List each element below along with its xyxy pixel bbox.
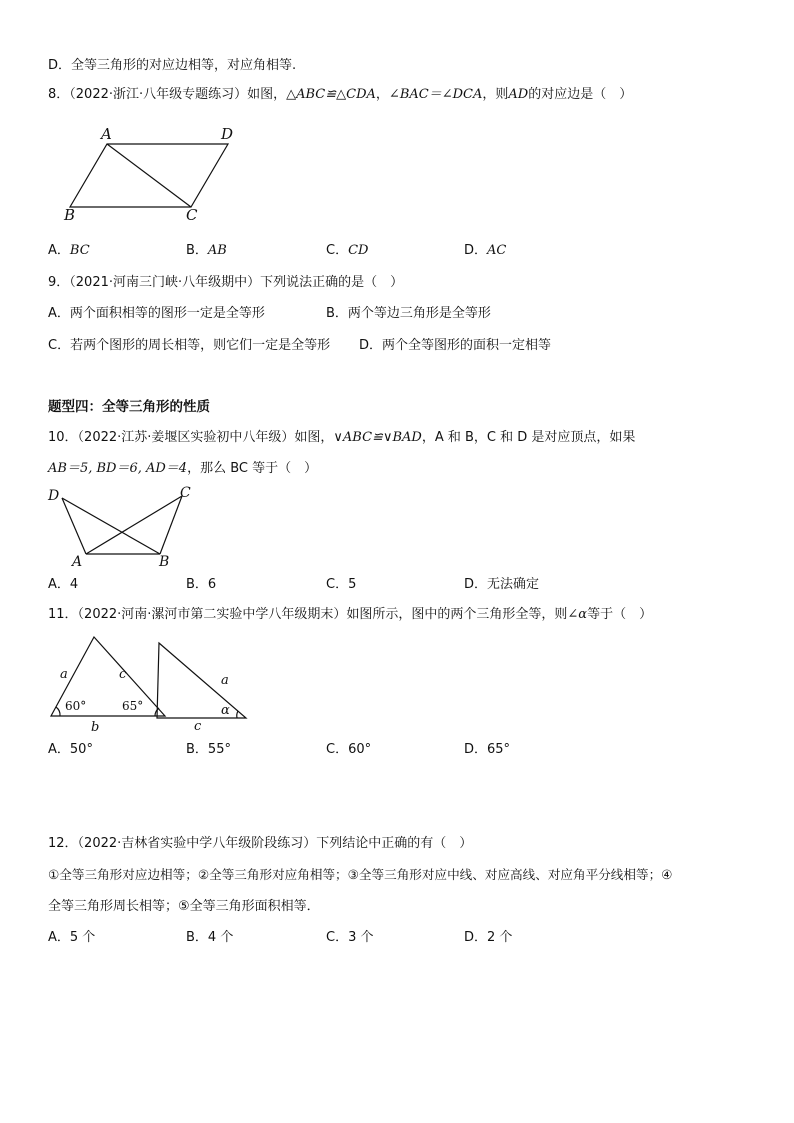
q11-stem: 11．（2022·河南·漯河市第二实验中学八年级期末）如图所示，图中的两个三角形全等，则∠α等于（ ） (48, 607, 653, 622)
q10-given-values: AB＝5, BD＝6, AD＝4 (48, 461, 188, 476)
q10-segment-db (62, 498, 160, 554)
q11-angle-60: 60° (65, 699, 87, 713)
q9-stem: 9．（2021·河南三门峡·八年级期中）下列说法正确的是（ ） (48, 275, 404, 290)
q11-arc-alpha (237, 711, 238, 718)
q8-option-b[interactable]: B．AB (186, 243, 227, 258)
q9-option-b[interactable]: B．两个等边三角形是全等形 (326, 306, 491, 321)
q10-label-b: B (159, 554, 170, 570)
q8-option-a[interactable]: A．BC (48, 243, 90, 258)
q8-label-d: D (221, 125, 234, 143)
q12-option-b[interactable]: B．4 个 (186, 930, 234, 945)
q11-angle-65: 65° (122, 699, 144, 713)
q8-stem-prefix: 8．（2022·浙江·八年级专题练习）如图， (48, 87, 287, 102)
q10-condition: ∨ABC≌∨BAD (333, 430, 422, 445)
q11-left-side-b: b (91, 720, 100, 732)
q11-option-a[interactable]: A．50° (48, 742, 93, 757)
q8-label-a: A (101, 125, 112, 143)
q11-label-alpha: α (221, 703, 230, 718)
q8-stem (48, 86, 632, 104)
q8-sep: ， (375, 87, 389, 102)
section-4-heading: 题型四：全等三角形的性质 (48, 399, 210, 415)
q10-segment-bc (160, 496, 182, 554)
q8-option-c[interactable]: C．CD (326, 243, 369, 258)
q8-parallelogram-figure (55, 118, 255, 228)
q12-option-d[interactable]: D．2 个 (464, 930, 513, 945)
q10-label-c: C (180, 485, 191, 501)
q12-statements-line2: 全等三角形周长相等；⑤全等三角形面积相等． (48, 899, 320, 914)
q8-label-c: C (186, 206, 198, 224)
q10-option-b[interactable]: B．6 (186, 577, 217, 592)
q11-angle-alpha: ∠α (567, 607, 588, 622)
q12-statements-line1: ①全等三角形对应边相等；②全等三角形对应角相等；③全等三角形对应中线、对应高线、对应角平分线相等；④ (48, 867, 673, 882)
q11-option-d[interactable]: D．65° (464, 742, 511, 757)
q10-option-d[interactable]: D．无法确定 (464, 577, 540, 592)
q8-option-d[interactable]: D．AC (464, 243, 507, 258)
q8-segment: AD (508, 87, 529, 102)
q10-label-a: A (72, 554, 83, 570)
q7-option-d: D．全等三角形的对应边相等，对应角相等. (48, 58, 297, 73)
q8-stem-mid: ，则 (482, 87, 509, 102)
q9-option-c[interactable]: C．若两个图形的周长相等，则它们一定是全等形 (48, 338, 331, 353)
q8-diagonal-ac (107, 144, 191, 207)
q10-option-a[interactable]: A．4 (48, 577, 79, 592)
q11-right-side-c: c (194, 719, 202, 732)
q10-figure (40, 484, 205, 574)
q10-stem: 10．（2022·江苏·姜堰区实验初中八年级）如图，∨ABC≌∨BAD，A 和 B，C 和 D 是对应顶点，如果 (48, 430, 636, 445)
q12-option-c[interactable]: C．3 个 (326, 930, 374, 945)
q12-option-a[interactable]: A．5 个 (48, 930, 96, 945)
q10-label-d: D (48, 488, 60, 504)
q11-left-side-c: c (119, 667, 127, 682)
q11-option-c[interactable]: C．60° (326, 742, 372, 757)
q9-option-a[interactable]: A．两个面积相等的图形一定是全等形 (48, 306, 265, 321)
q10-option-c[interactable]: C．5 (326, 577, 357, 592)
q12-stem: 12．（2022·吉林省实验中学八年级阶段练习）下列结论中正确的有（ ） (48, 836, 473, 851)
q10-segment-ac (86, 496, 182, 554)
q10-segment-da (62, 498, 86, 554)
q11-option-b[interactable]: B．55° (186, 742, 231, 757)
q11-right-side-a: a (221, 673, 229, 688)
q11-arc-60 (56, 707, 60, 716)
q10-stem-line2: AB＝5, BD＝6, AD＝4，那么 BC 等于（ ） (48, 461, 318, 476)
q11-triangles-figure (44, 632, 254, 732)
q9-option-d[interactable]: D．两个全等图形的面积一定相等 (359, 338, 552, 353)
q8-condition-congruent: △ABC≌△CDA (286, 87, 376, 102)
q11-triangle-right (157, 643, 246, 718)
q8-label-b: B (64, 206, 76, 224)
q11-left-side-a: a (60, 667, 68, 682)
q8-condition-angle: ∠BAC＝∠DCA (388, 87, 483, 102)
q8-stem-suffix: 的对应边是（ ） (528, 87, 633, 102)
